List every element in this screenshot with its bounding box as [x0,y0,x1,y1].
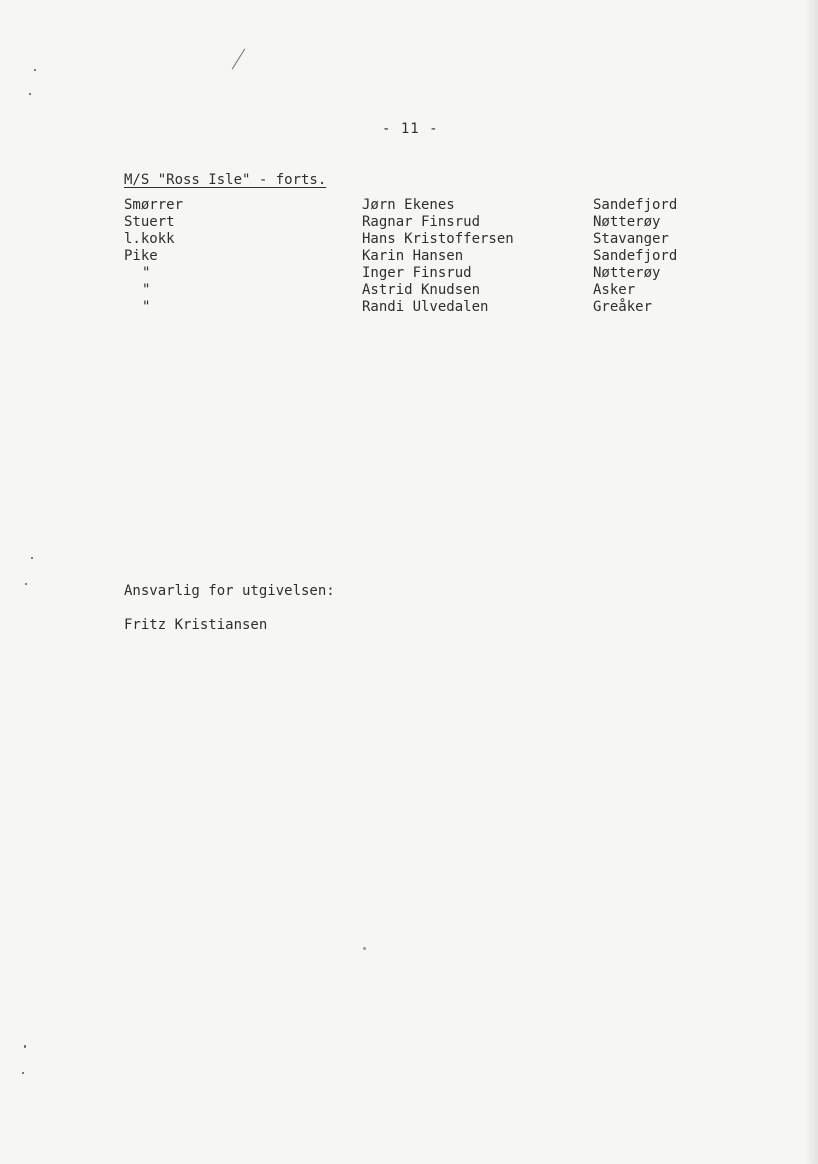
crew-hometown: Stavanger [593,231,669,247]
responsible-name: Fritz Kristiansen [124,617,268,633]
punch-speck [34,69,36,71]
responsible-label: Ansvarlig for utgivelsen: [124,583,335,599]
crew-role: l.kokk [124,231,175,247]
crew-list [124,197,713,316]
crew-name: Hans Kristoffersen [362,231,514,247]
crew-row [124,231,713,248]
crew-hometown: Sandefjord [593,197,678,213]
crew-name: Randi Ulvedalen [362,299,489,315]
crew-name: Ragnar Finsrud [362,214,481,230]
crew-hometown: Nøtterøy [593,214,661,230]
page-edge-shadow [804,0,818,1164]
crew-role: Smørrer [124,197,184,213]
crew-hometown: Sandefjord [593,248,678,264]
crew-role: Stuert [124,214,175,230]
page-number: - 11 - [382,121,439,137]
crew-hometown: Greåker [593,299,653,315]
crew-row [124,214,713,231]
punch-speck [363,947,366,950]
crew-name: Inger Finsrud [362,265,472,281]
punch-speck [31,557,33,559]
crew-name: Karin Hansen [362,248,464,264]
punch-speck [22,1072,24,1074]
crew-role-ditto: " [142,282,151,298]
crew-row [124,248,713,265]
crew-row [124,299,713,316]
punch-speck [24,1045,26,1048]
crew-row [124,265,713,282]
crew-role: Pike [124,248,158,264]
crew-hometown: Asker [593,282,636,298]
crew-row [124,282,713,299]
crew-name: Astrid Knudsen [362,282,481,298]
punch-speck [29,93,31,95]
crew-row [124,197,713,214]
punch-speck [25,583,27,585]
crew-name: Jørn Ekenes [362,197,455,213]
crew-role-ditto: " [142,299,151,315]
crew-role-ditto: " [142,265,151,281]
pencil-mark [232,49,246,70]
section-heading: M/S "Ross Isle" - forts. [124,172,327,188]
crew-hometown: Nøtterøy [593,265,661,281]
